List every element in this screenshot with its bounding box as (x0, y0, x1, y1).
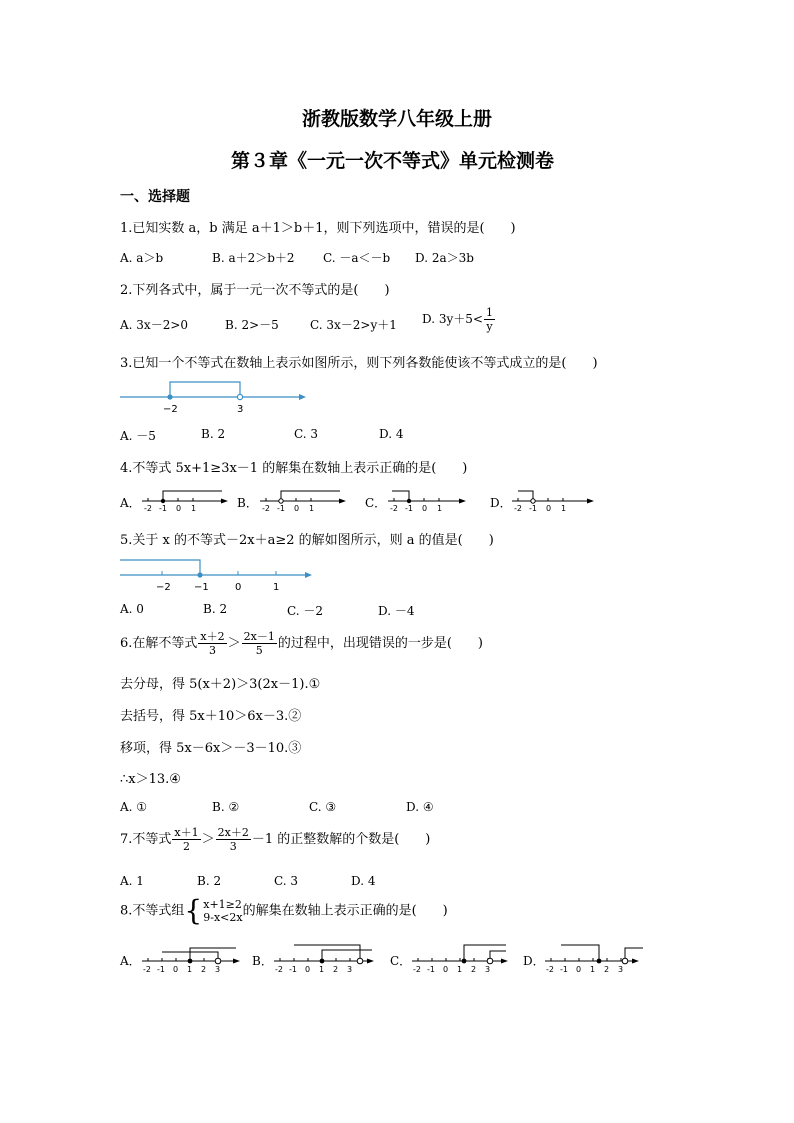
q4-option-d-number-line (510, 486, 606, 514)
q8-option-d-letter: D． (523, 954, 545, 968)
q3-option-a: A. －5 (120, 429, 156, 443)
q8-tick-label: 2 (333, 965, 339, 974)
q6-step: 去括号，得 5x＋10＞6x－3.② (120, 709, 302, 724)
q7-frac2-numerator: 2x＋2 (217, 826, 249, 839)
q4-option-a-number-line (140, 486, 236, 514)
q4-tick-label: -2 (514, 504, 522, 513)
document-subtitle: 第３章《一元一次不等式》单元检测卷 (231, 150, 555, 172)
q7-frac2-denominator: 3 (229, 840, 237, 853)
q2-option-c: C. 3x－2>y＋1 (310, 318, 397, 332)
q8-tick-label: 1 (457, 965, 463, 974)
q3-option-d: D. 4 (379, 427, 404, 441)
q4-option-b-number-line (258, 486, 354, 514)
q4-tick-label: 0 (176, 504, 182, 513)
q8-tick-label: 0 (173, 965, 179, 974)
q8-tick-label: -1 (427, 965, 435, 974)
q4-tick-label: 1 (437, 504, 443, 513)
q6-greater-sign: ＞ (227, 636, 241, 651)
q6-stem-prefix: 6.在解不等式 (120, 636, 198, 651)
q8-system-line: x+1≥2 (203, 898, 242, 911)
q2-option-d-text: D. 3y＋5< (422, 312, 483, 326)
q8-tick-label: 1 (590, 965, 596, 974)
q4-tick-label: 1 (561, 504, 567, 513)
q5-option-c: C. －2 (287, 604, 324, 618)
q8-system-line: 9-x<2x (203, 911, 243, 924)
q8-stem-suffix: 的解集在数轴上表示正确的是( ) (242, 903, 448, 919)
q3-open-dot (237, 394, 242, 399)
q3-option-c: C. 3 (294, 427, 319, 441)
q7-stem-prefix: 7.不等式 (120, 832, 172, 847)
q3-axis-label: −2 (163, 404, 178, 415)
q6-fraction-right (242, 630, 277, 657)
q6-option-a: A. ① (120, 800, 148, 814)
question-8-stem (120, 894, 448, 927)
q7-stem-suffix: －1 的正整数解的个数是( ) (251, 832, 431, 847)
q8-option-a-letter: A． (120, 954, 141, 968)
q6-option-b: B. ② (212, 800, 240, 814)
q1-option-a: A. a＞b (120, 251, 164, 265)
q8-stem-prefix: 8.不等式组 (120, 903, 185, 919)
q7-fraction-left (172, 826, 200, 853)
q6-stem-suffix: 的过程中，出现错误的一步是( ) (277, 636, 483, 651)
question-5-stem: 5.关于 x 的不等式－2x＋a≥2 的解如图所示，则 a 的值是( ) (120, 533, 494, 548)
section-heading: 一、选择题 (120, 189, 190, 205)
q8-tick-label: -1 (560, 965, 568, 974)
q4-tick-label: 0 (294, 504, 300, 513)
q8-tick-label: -2 (275, 965, 283, 974)
q8-option-b-number-line (272, 940, 384, 976)
q4-tick-label: -1 (529, 504, 537, 513)
q6-frac2-numerator: 2x－1 (243, 630, 275, 643)
q6-step: 去分母，得 5(x＋2)＞3(2x－1).① (120, 677, 321, 692)
q6-option-d: D. ④ (406, 800, 434, 814)
q7-frac1-numerator: x＋1 (174, 826, 199, 839)
q6-step: 移项，得 5x－6x＞－3－10.③ (120, 741, 302, 756)
question-7-stem (120, 826, 430, 853)
q8-tick-label: 2 (201, 965, 207, 974)
q3-closed-dot (167, 394, 172, 399)
q6-frac2-denominator: 5 (255, 644, 263, 657)
question-6-stem (120, 630, 483, 657)
q8-tick-label: 3 (485, 965, 491, 974)
q8-tick-label: 0 (305, 965, 311, 974)
q5-axis-label: −2 (156, 582, 171, 593)
q2-frac-numerator: 1 (485, 306, 493, 319)
q7-fraction-right (216, 826, 251, 853)
question-1-stem: 1.已知实数 a，b 满足 a＋1＞b＋1，则下列选项中，错误的是( ) (120, 221, 516, 236)
q3-option-b: B. 2 (201, 427, 226, 441)
q8-tick-label: 3 (215, 965, 221, 974)
q8-tick-label: 3 (618, 965, 624, 974)
document-title: 浙教版数学八年级上册 (302, 108, 493, 130)
q4-tick-label: 0 (422, 504, 428, 513)
q4-tick-label: 1 (191, 504, 197, 513)
q7-option-d: D. 4 (351, 874, 376, 888)
q4-tick-label: -1 (405, 504, 413, 513)
q6-step: ∴x＞13.④ (120, 772, 181, 787)
question-3-stem: 3.已知一个不等式在数轴上表示如图所示，则下列各数能使该不等式成立的是( ) (120, 356, 598, 371)
q4-tick-label: -2 (390, 504, 398, 513)
q7-option-c: C. 3 (274, 874, 299, 888)
q6-frac1-denominator: 3 (209, 644, 216, 657)
q6-frac1-numerator: x＋2 (200, 630, 225, 643)
q8-tick-label: -2 (143, 965, 151, 974)
q1-option-d: D. 2a＞3b (415, 251, 474, 265)
q8-tick-label: 2 (604, 965, 610, 974)
q5-axis-label: 0 (235, 582, 242, 593)
q4-tick-label: 1 (309, 504, 315, 513)
q8-option-b-letter: B． (252, 954, 273, 968)
q5-option-d: D. －4 (378, 604, 415, 618)
q4-option-d-letter: D． (490, 496, 512, 510)
q2-option-d (422, 306, 496, 333)
q2-option-a: A. 3x－2>0 (120, 318, 189, 332)
question-4-stem: 4.不等式 5x+1≥3x－1 的解集在数轴上表示正确的是( ) (120, 461, 468, 476)
q1-option-b: B. a＋2＞b＋2 (212, 251, 295, 265)
q8-option-d-number-line (543, 940, 647, 976)
q8-tick-label: 0 (443, 965, 449, 974)
q3-axis-label: 3 (237, 404, 244, 415)
q8-tick-label: 1 (319, 965, 325, 974)
q5-number-line (118, 553, 318, 593)
q8-option-a-number-line (140, 942, 252, 976)
q7-option-a: A. 1 (120, 874, 144, 888)
q5-closed-dot (197, 572, 202, 577)
q5-axis-label: 1 (273, 582, 280, 593)
q7-frac1-denominator: 2 (183, 840, 190, 853)
q7-option-b: B. 2 (197, 874, 222, 888)
q8-inequality-system (203, 898, 242, 924)
q4-tick-label: -1 (277, 504, 285, 513)
q8-tick-label: -2 (413, 965, 421, 974)
q4-option-b-letter: B． (237, 496, 258, 510)
q4-tick-label: -2 (262, 504, 270, 513)
q8-tick-label: 3 (347, 965, 353, 974)
q4-option-c-number-line (386, 486, 482, 514)
q2-frac-denominator: y (486, 320, 493, 333)
q5-option-b: B. 2 (203, 602, 228, 616)
question-2-stem: 2.下列各式中，属于一元一次不等式的是( ) (120, 283, 390, 298)
q4-option-a-letter: A． (120, 496, 141, 510)
q6-fraction-left (198, 630, 226, 657)
q8-option-c-number-line (410, 940, 520, 976)
q8-tick-label: 0 (576, 965, 582, 974)
q2-option-b: B. 2>－5 (225, 318, 279, 332)
q5-axis-label: −1 (194, 582, 209, 593)
q1-option-c: C. －a＜－b (323, 251, 391, 265)
q5-option-a: A. 0 (120, 602, 144, 616)
q8-tick-label: 2 (471, 965, 477, 974)
q4-option-c-letter: C． (365, 496, 387, 510)
q4-tick-label: -1 (159, 504, 167, 513)
q8-tick-label: 1 (187, 965, 193, 974)
q3-number-line (118, 376, 312, 416)
q8-tick-label: -1 (157, 965, 165, 974)
q4-tick-label: 0 (546, 504, 552, 513)
q8-tick-label: -1 (289, 965, 297, 974)
q4-tick-label: -2 (144, 504, 152, 513)
q6-option-c: C. ③ (309, 800, 337, 814)
q8-option-c-letter: C． (390, 954, 412, 968)
q8-tick-label: -2 (546, 965, 554, 974)
q2-fraction (484, 306, 495, 333)
q7-greater-sign: ＞ (201, 832, 215, 847)
q8-brace-icon: { (184, 894, 203, 927)
